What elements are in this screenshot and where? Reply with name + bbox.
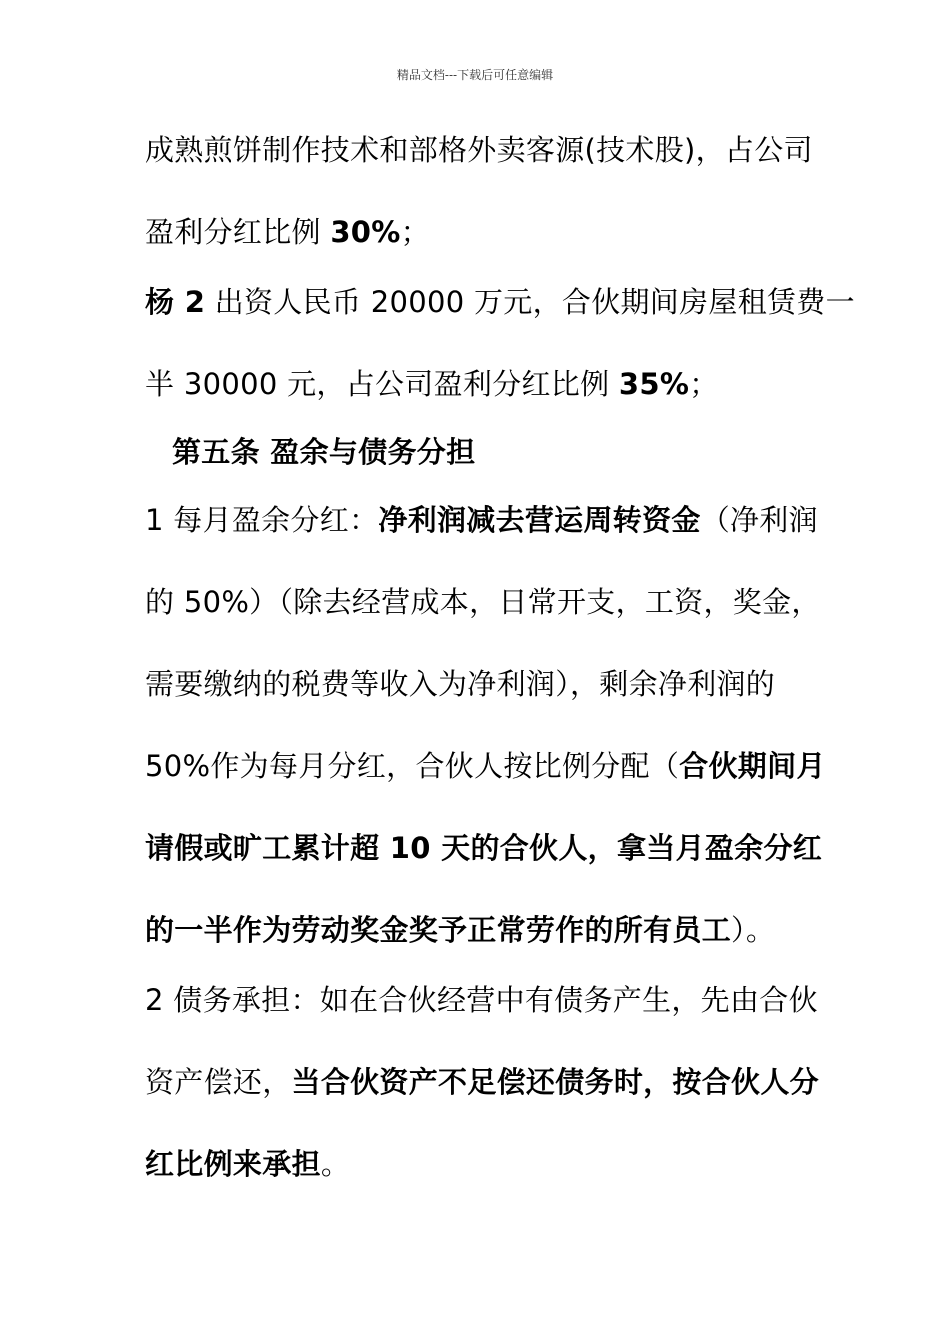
text-run: 资产偿还，	[145, 1065, 292, 1099]
text-line-10	[145, 828, 822, 868]
text-line-9	[145, 746, 826, 786]
text-line-11	[145, 910, 775, 950]
text-line-13	[145, 1062, 819, 1102]
text-run: 的 50%）（除去经营成本，日常开支，工资，奖金，	[145, 585, 821, 619]
page-header: 精品文档---下载后可任意编辑	[396, 68, 554, 82]
text-line-3	[145, 282, 855, 322]
text-line-14	[145, 1144, 350, 1184]
text-run: 半 30000 元，占公司盈利分红比例	[145, 367, 619, 401]
text-line-4	[145, 364, 719, 404]
text-run: ；	[400, 215, 430, 249]
text-line-2	[145, 212, 430, 252]
text-line-7	[145, 582, 821, 622]
text-run: 50%作为每月分红，合伙人按比例分配（	[145, 749, 680, 783]
partner-name: 杨 2	[145, 285, 206, 319]
text-run: 出资人民币 20000 万元，合伙期间房屋租赁费一	[205, 285, 855, 319]
text-run: ；	[689, 367, 719, 401]
heading-text: 第五条 盈余与债务分担	[172, 435, 476, 469]
text-run: 盈利分红比例	[145, 215, 331, 249]
bold-run: 的一半作为劳动奖金奖予正常劳作的所有员工	[145, 913, 732, 947]
text-run: 。	[320, 1147, 351, 1181]
text-run: 1 每月盈余分红：	[145, 503, 379, 537]
text-line-8	[145, 664, 775, 704]
text-run: （净利润	[700, 503, 818, 537]
text-line-12	[145, 980, 818, 1020]
text-line-1	[145, 130, 813, 170]
percentage-value: 30%	[330, 215, 401, 249]
text-run: ）。	[731, 913, 776, 947]
percentage-value: 35%	[618, 367, 690, 401]
section-heading	[172, 432, 475, 472]
bold-run: 请假或旷工累计超 10 天的合伙人，拿当月盈余分红	[145, 831, 823, 865]
bold-run: 合伙期间月	[679, 749, 826, 783]
text-run: 需要缴纳的税费等收入为净利润），剩余净利润的	[145, 667, 776, 701]
bold-run: 当合伙资产不足偿还债务时，按合伙人分	[291, 1065, 819, 1099]
text-line-6	[145, 500, 818, 540]
text-run: 2 债务承担：如在合伙经营中有债务产生，先由合伙	[145, 983, 818, 1017]
bold-run: 红比例来承担	[145, 1147, 321, 1181]
text-run: 成熟煎饼制作技术和部格外卖客源(技术股)，占公司	[145, 133, 813, 167]
bold-run: 净利润减去营运周转资金	[378, 503, 701, 537]
